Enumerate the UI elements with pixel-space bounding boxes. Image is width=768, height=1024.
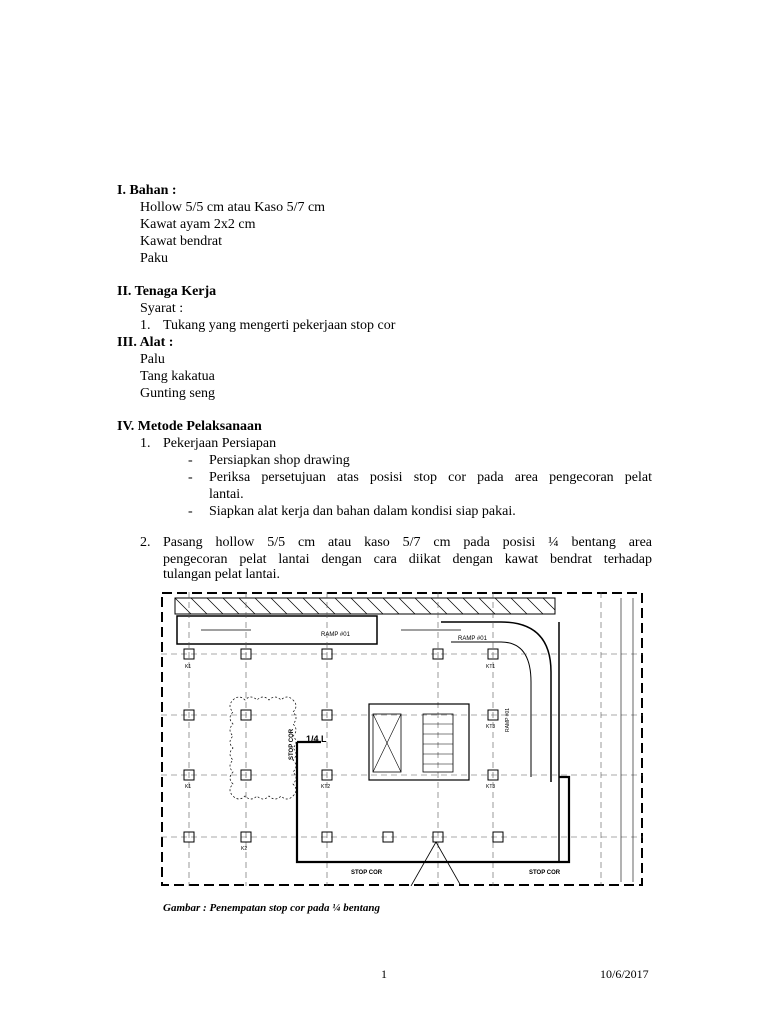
diagonal: [411, 842, 436, 886]
label-stop-cor: STOP COR: [529, 870, 561, 876]
step-title: Pekerjaan Persiapan: [163, 436, 277, 451]
list-number: 1.: [140, 318, 151, 333]
label-stop-cor: STOP COR: [351, 870, 383, 876]
bullet-text: lantai.: [209, 487, 244, 502]
alat-item: Tang kakatua: [140, 369, 215, 384]
ramp-curve: [441, 622, 551, 782]
core-outline: [369, 704, 469, 780]
label-column: K2: [241, 846, 248, 852]
dash-bullet: -: [188, 504, 193, 519]
dash-bullet: -: [188, 453, 193, 468]
bullet-text: Siapkan alat kerja dan bahan dalam kondisi siap pakai.: [209, 504, 516, 519]
step-text: pengecoran pelat lantai dengan cara diikat dengan kawat bendrat terhadap: [163, 552, 652, 567]
figure-caption: Gambar : Penempatan stop cor pada ¼ bentang: [163, 902, 380, 914]
section-heading-bahan: I. Bahan :: [117, 183, 177, 198]
bullet-text: Persiapkan shop drawing: [209, 453, 350, 468]
label-column: KT3: [486, 724, 496, 730]
bahan-item: Kawat bendrat: [140, 234, 223, 249]
label-ramp: RAMP #01: [458, 636, 487, 642]
step-text: tulangan pelat lantai.: [163, 567, 281, 582]
list-number: 2.: [140, 535, 151, 550]
footer-date: 10/6/2017: [600, 967, 649, 981]
alat-item: Gunting seng: [140, 386, 216, 401]
dash-bullet: -: [188, 470, 193, 485]
section-heading-metode: IV. Metode Pelaksanaan: [117, 419, 262, 434]
label-column: K1: [185, 784, 192, 790]
syarat-label: Syarat :: [140, 301, 184, 316]
step-text: Pasang hollow 5/5 cm atau kaso 5/7 cm pada posisi ¼ bentang area: [163, 535, 652, 550]
label-ramp: RAMP #01: [321, 632, 350, 638]
columns: [184, 649, 503, 842]
page-number: 1: [381, 967, 387, 981]
section-heading-tenaga-kerja: II. Tenaga Kerja: [117, 284, 217, 299]
alat-item: Palu: [140, 352, 165, 367]
grid-lines: [161, 592, 643, 886]
bullet-text: Periksa persetujuan atas posisi stop cor pada area pengecoran pelat: [209, 470, 652, 485]
floor-plan-drawing: [161, 592, 643, 886]
label-column: KT2: [321, 784, 331, 790]
syarat-item: Tukang yang mengerti pekerjaan stop cor: [163, 318, 396, 333]
bahan-item: Kawat ayam 2x2 cm: [140, 217, 256, 232]
stop-cor-line: [297, 742, 569, 862]
floor-plan-svg: [161, 592, 643, 886]
label-stop-cor-vertical: STOP COR: [289, 728, 295, 760]
label-column: KT1: [486, 664, 496, 670]
bahan-item: Hollow 5/5 cm atau Kaso 5/7 cm: [140, 200, 326, 215]
bahan-item: Paku: [140, 251, 168, 266]
wavy-zone: [230, 697, 296, 799]
label-column: K1: [185, 664, 192, 670]
label-quarter-span: 1/4 L: [306, 734, 327, 744]
label-column: KT3: [486, 784, 496, 790]
list-number: 1.: [140, 436, 151, 451]
truss-web: [175, 598, 555, 614]
section-heading-alat: III. Alat :: [117, 335, 174, 350]
label-ramp-vertical: RAMP #01: [505, 707, 511, 732]
diagonal: [436, 842, 461, 886]
